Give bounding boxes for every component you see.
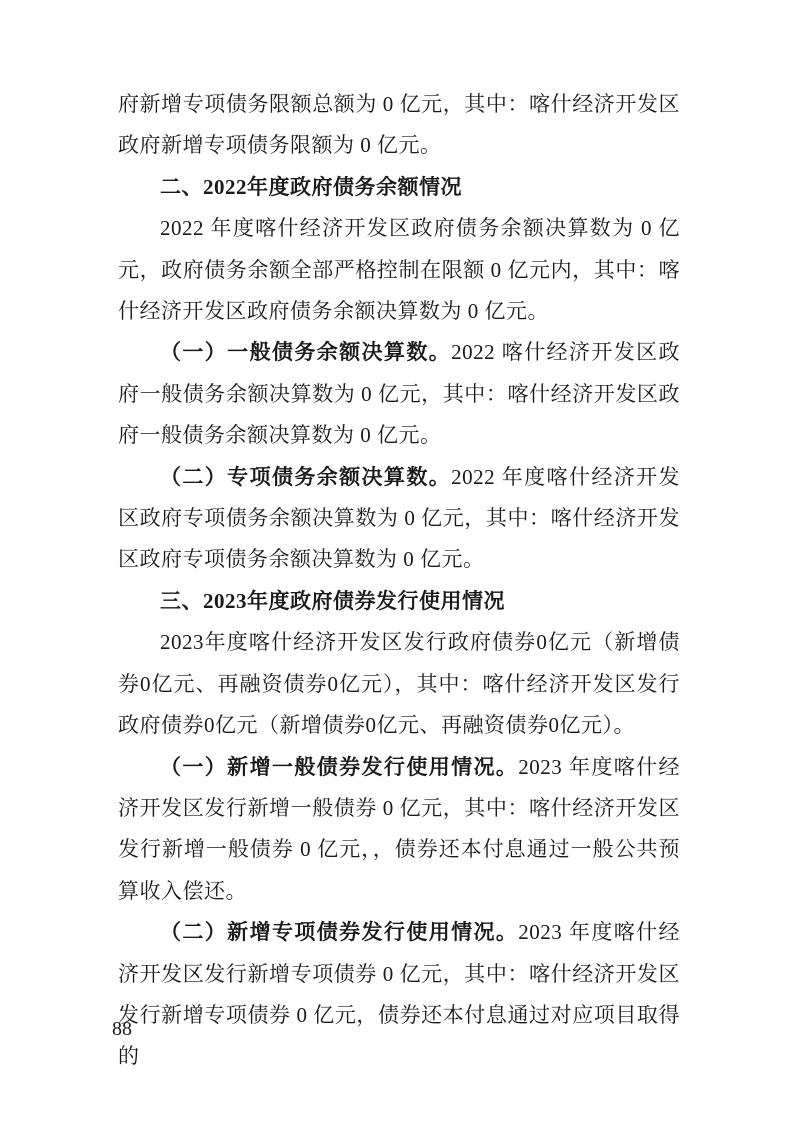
subheading-general-debt-balance: （一）一般债务余额决算数。 (160, 340, 452, 365)
paragraph-special-debt-balance-text: 2022 年度喀什经济开发区政府专项债务余额决算数为 0 亿元，其中：喀什经济开发区政府专项债务余额决算数为 0 亿元。 (118, 464, 681, 572)
paragraph-new-special-bonds-text: 2023 年度喀什经济开发区发行新增专项债券 0 亿元，其中：喀什经济开发区发行新增专项债券 0 亿元，债券还本付息通过对应项目取得的 (118, 920, 681, 1069)
subheading-new-general-bonds: （一）新增一般债券发行使用情况。 (160, 754, 519, 779)
subheading-special-debt-balance: （二）专项债务余额决算数。 (160, 464, 452, 489)
paragraph-new-general-bonds (118, 747, 680, 913)
paragraph-2022-debt-balance: 2022 年度喀什经济开发区政府债务余额决算数为 0 亿元，政府债务余额全部严格控制在限额 0 亿元内，其中：喀什经济开发区政府债务余额决算数为 0 亿元。 (118, 216, 680, 324)
section-heading-2022-debt-balance: 二、2022年度政府债务余额情况 (160, 174, 462, 199)
section-heading-2023-bond-issuance: 三、2023年度政府债券发行使用情况 (160, 588, 505, 613)
subheading-new-special-bonds: （二）新增专项债券发行使用情况。 (160, 920, 519, 945)
paragraph-new-general-bonds-text: 2023 年度喀什经济开发区发行新增一般债券 0 亿元，其中：喀什经济开发区发行新增一般债券 0 亿元，，债券还本付息通过一般公共预算收入偿还。 (118, 754, 681, 903)
paragraph-general-debt-balance-text: 2022 喀什经济开发区政府一般债务余额决算数为 0 亿元，其中：喀什经济开发区政府一般债务余额决算数为 0 亿元。 (118, 340, 681, 448)
paragraph-special-debt-balance (118, 457, 680, 581)
paragraph-new-special-bonds (118, 912, 680, 1078)
page-number: 88 (112, 1018, 132, 1040)
paragraph-general-debt-balance (118, 332, 680, 456)
document-body (118, 84, 680, 1078)
paragraph-continuation: 府新增专项债务限额总额为 0 亿元，其中：喀什经济开发区政府新增专项债务限额为 0 亿元。 (118, 92, 680, 158)
paragraph-2023-bond-issuance: 2023年度喀什经济开发区发行政府债券0亿元（新增债券0亿元、再融资债券0亿元），其中：喀什经济开发区发行政府债券0亿元（新增债券0亿元、再融资债券0亿元）。 (118, 630, 680, 738)
